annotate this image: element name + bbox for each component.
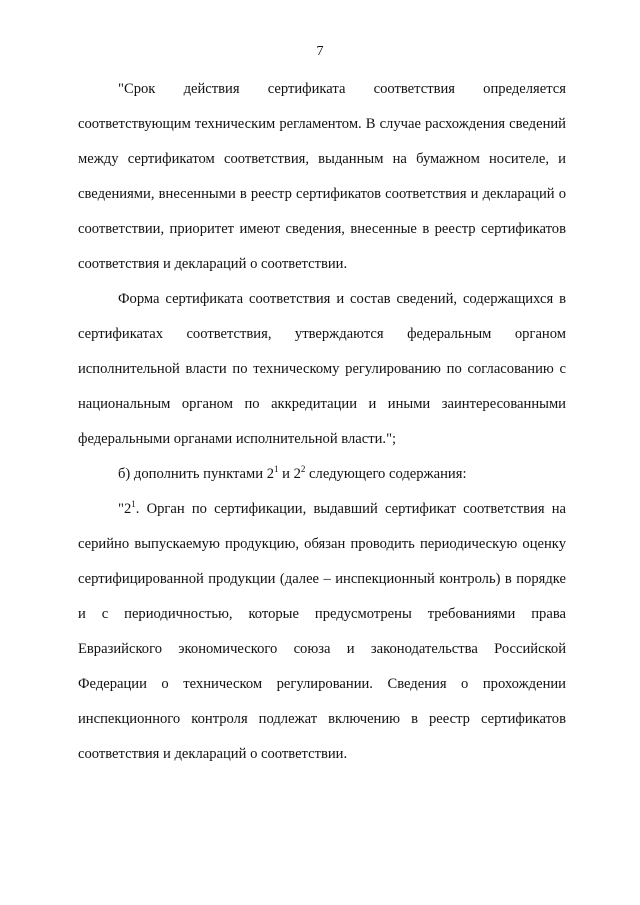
- inspection-clause-text: . Орган по сертификации, выдавший сертификат соответствия на серийно выпускаемую продукцию, обязан проводить периодическую оценку сертифицированной продукции (далее – инспекционный контроль) в порядке и с периодичностью, которые предусмотрены требованиями права Евразийского экономического союза и законодательства Российской Федерации о техническом регулировании. Сведения о прохождении инспекционного контроля подлежат включению в реестр сертификатов соответствия и деклараций о соответствии.: [78, 501, 566, 762]
- paragraph-certificate-form: Форма сертификата соответствия и состав сведений, содержащихся в сертификатах соответствия, утверждаются федеральным органом исполнительной власти по техническому регулированию по согласованию с национальным органом по аккредитации и иными заинтересованными федеральными органами исполнительной власти.";: [78, 291, 566, 447]
- inspection-clause-number: "2: [118, 501, 132, 517]
- amendment-intro-text-end: следующего содержания:: [305, 466, 467, 482]
- amendment-intro-text-start: б) дополнить пунктами 2: [118, 466, 274, 482]
- amendment-intro-text-middle: и 2: [278, 466, 301, 482]
- superscript-1: 1: [274, 464, 279, 474]
- paragraph-certificate-validity: "Срок действия сертификата соответствия определяется соответствующим техническим регламентом. В случае расхождения сведений между сертификатом соответствия, выданным на бумажном носителе, и сведениями, внесенными в реестр сертификатов соответствия и деклараций о соответствии, приоритет имеют сведения, внесенные в реестр сертификатов соответствия и деклараций о соответствии.: [78, 81, 566, 272]
- document-body: [78, 72, 566, 772]
- superscript-2: 2: [300, 464, 306, 474]
- inspection-clause-superscript: 1: [131, 499, 136, 509]
- page-number: 7: [316, 44, 324, 59]
- paragraph-inspection-control: [78, 492, 566, 772]
- paragraph-amendment-intro: [78, 457, 566, 492]
